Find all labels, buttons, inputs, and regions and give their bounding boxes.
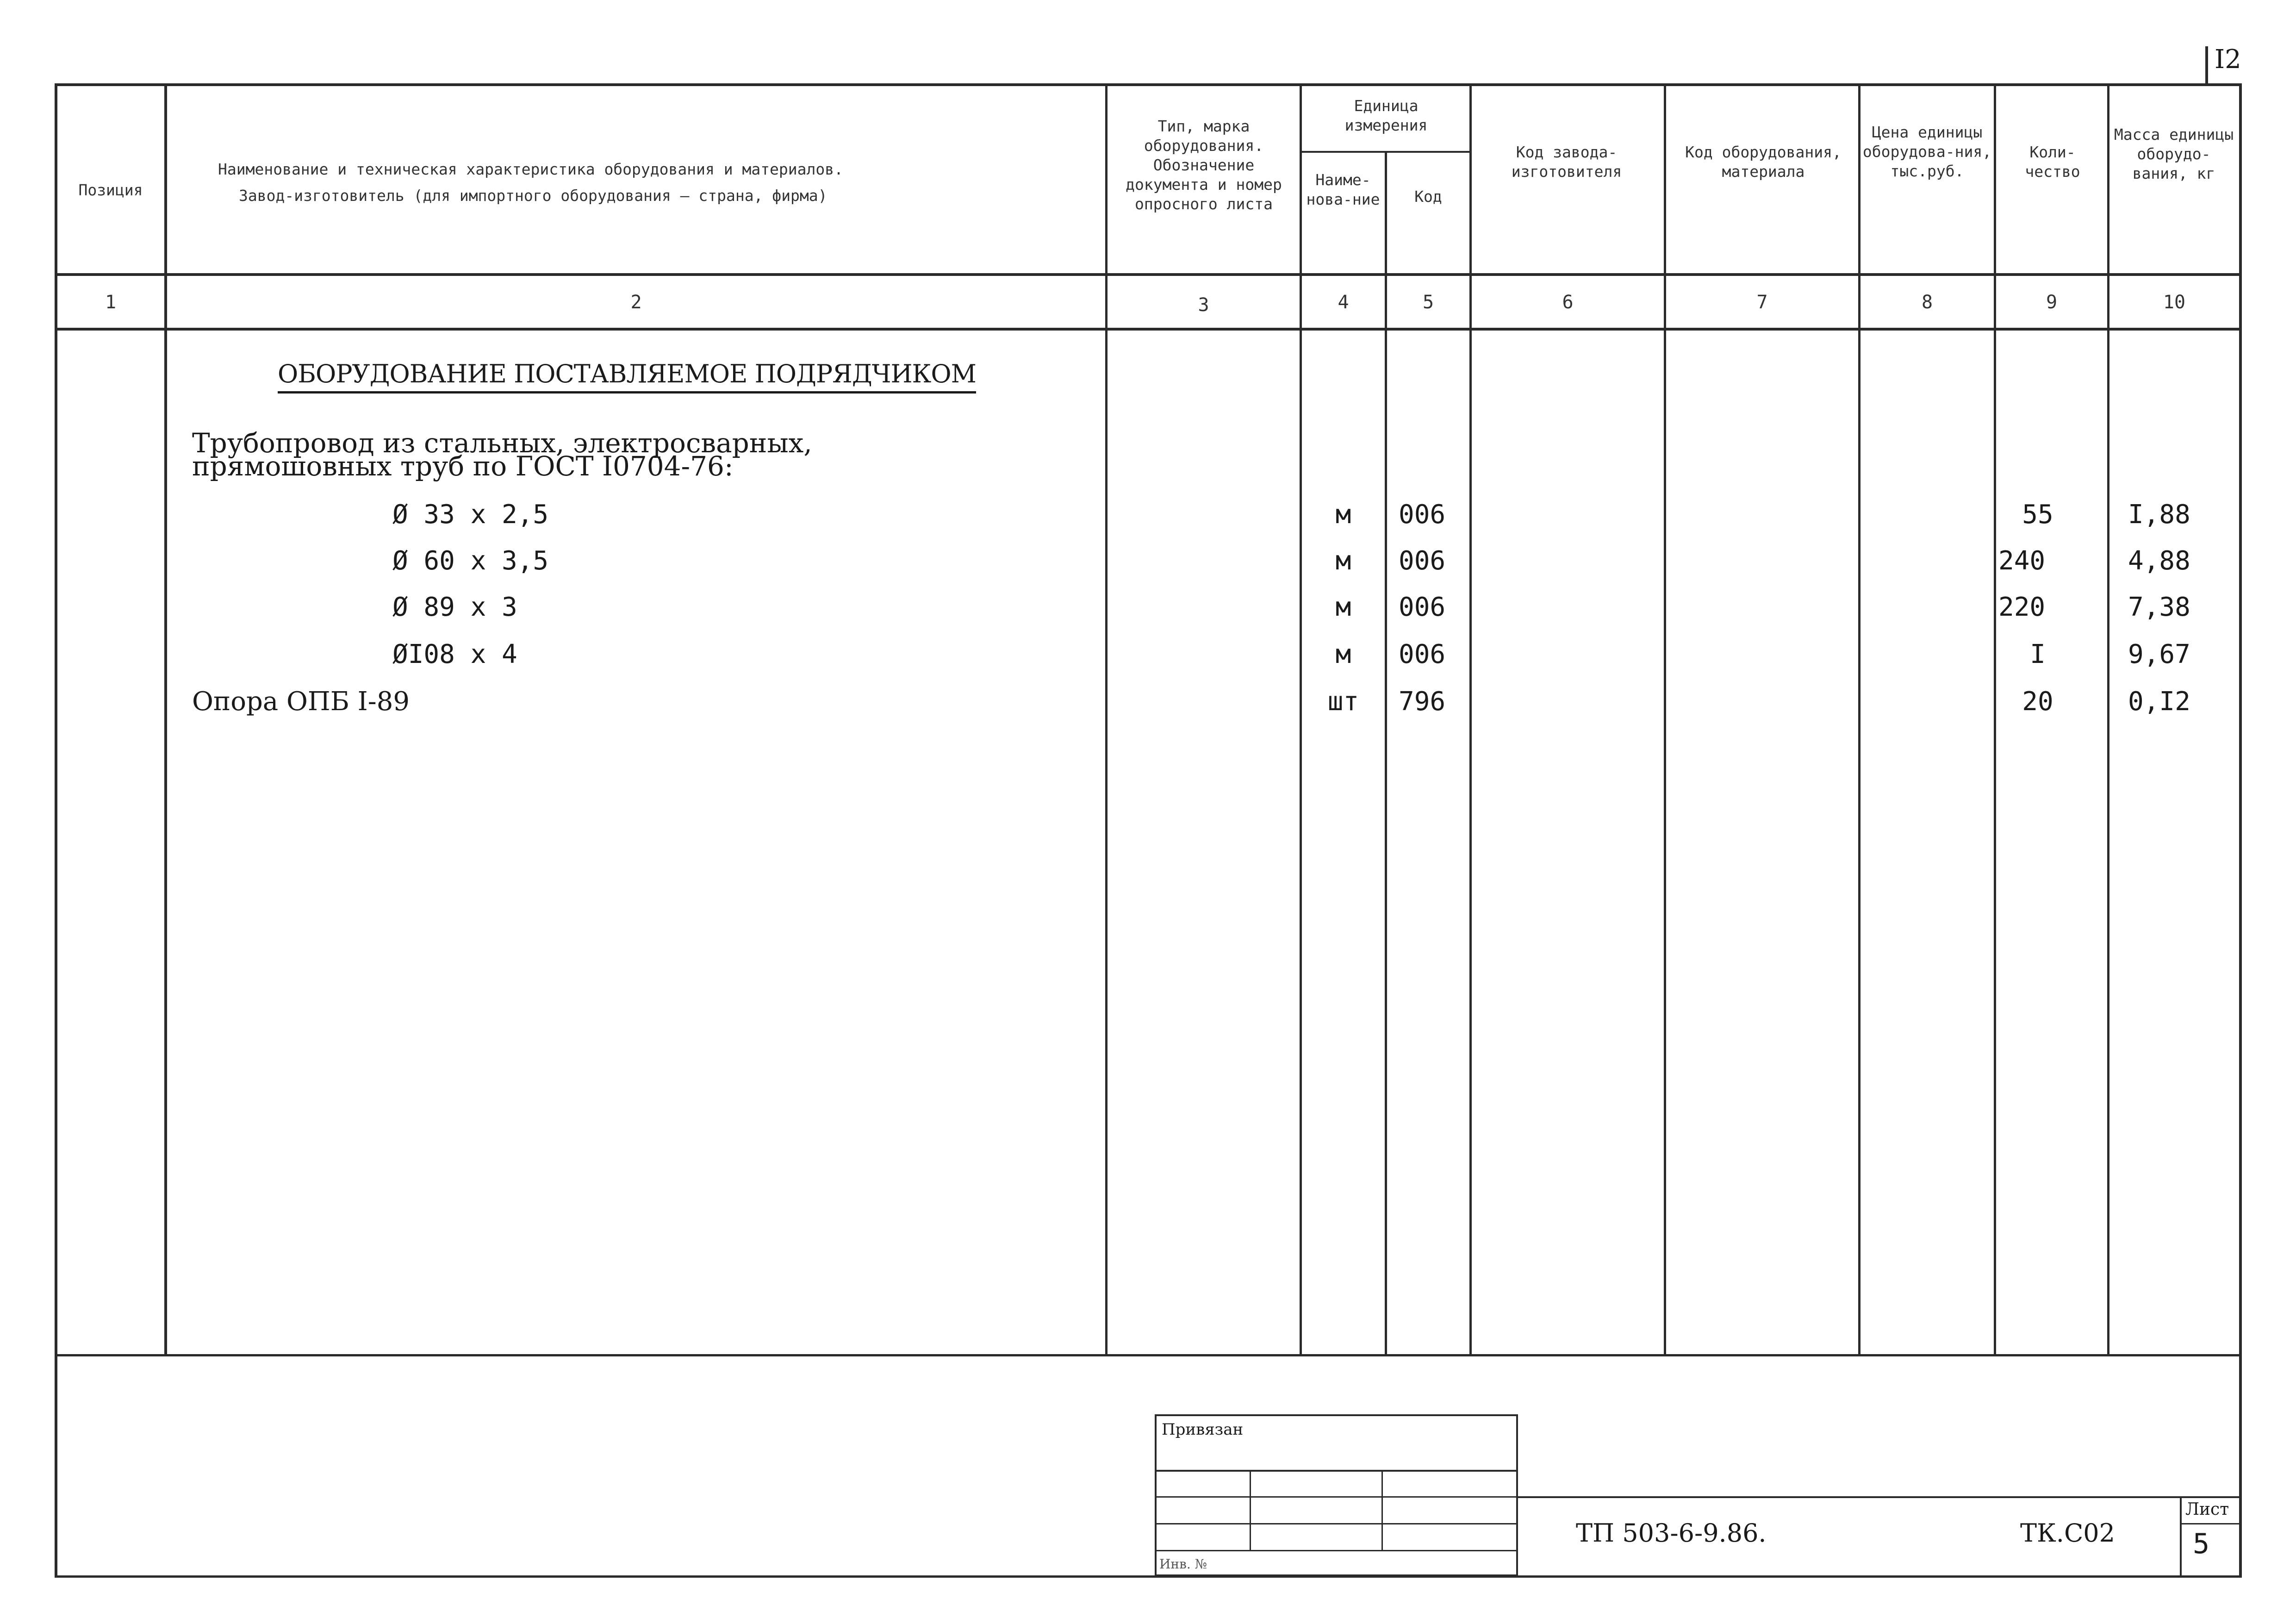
- header-unit-code: Код: [1414, 187, 1442, 206]
- sheet-number-divider: [2180, 1523, 2241, 1524]
- item-unit: м: [1335, 592, 1351, 622]
- stamp-line: [1155, 1496, 1518, 1498]
- col-sep-6-7: [1664, 83, 1666, 1356]
- header-unit-name: Наиме-нова-ние: [1306, 171, 1380, 208]
- body-bottom-border: [55, 1354, 2241, 1356]
- stamp-vline: [1381, 1470, 1383, 1551]
- col-number-5: 5: [1422, 292, 1434, 313]
- page-number: I2: [2215, 44, 2241, 75]
- header-mass: Масса единицы оборудо-вания, кг: [2114, 125, 2234, 182]
- sheet-label: Лист: [2185, 1500, 2229, 1519]
- column-numbers-bottom-border: [55, 328, 2241, 331]
- item-unit-code: 006: [1399, 639, 1446, 669]
- col-number-3: 3: [1198, 294, 1209, 316]
- col-number-7: 7: [1756, 292, 1768, 313]
- item-quantity: 220: [1998, 592, 2046, 622]
- col-sep-3-4: [1300, 83, 1302, 1356]
- header-price: Цена единицы оборудова-ния, тыс.руб.: [1862, 123, 1992, 180]
- col-sep-8-9: [1994, 83, 1996, 1356]
- item-unit: шт: [1327, 687, 1359, 717]
- header-factory-code: Код завода-изготовителя: [1511, 143, 1622, 181]
- item-mass: I,88: [2128, 500, 2190, 530]
- sheet-bottom-border: [55, 1575, 2241, 1578]
- item-name: Ø 89 х 3: [392, 592, 517, 622]
- item-quantity: I: [2030, 639, 2046, 669]
- section-title: ОБОРУДОВАНИЕ ПОСТАВЛЯЕМОЕ ПОДРЯДЧИКОМ: [278, 359, 976, 394]
- header-type: Тип, марка оборудования. Обозначение документа и номер опросного листа: [1126, 117, 1282, 213]
- stamp-vline: [1250, 1470, 1251, 1551]
- item-name: Ø 60 х 3,5: [392, 546, 549, 576]
- document-code: ТП 503-6-9.86.: [1576, 1518, 1767, 1548]
- privyazan-label: Привязан: [1162, 1420, 1244, 1439]
- item-unit-code: 006: [1399, 546, 1446, 576]
- item-mass: 9,67: [2128, 639, 2190, 669]
- col-number-6: 6: [1562, 292, 1574, 313]
- page-number-marker: [2205, 46, 2208, 83]
- sheet-number: 5: [2193, 1528, 2210, 1560]
- sheet-code: ТК.С02: [2020, 1518, 2116, 1548]
- item-unit-code: 006: [1399, 592, 1446, 622]
- header-position: Позиция: [78, 181, 143, 199]
- item-unit: м: [1335, 500, 1351, 530]
- stamp-line: [1155, 1470, 1518, 1472]
- header-bottom-border: [55, 273, 2241, 276]
- unit-group-divider: [1300, 151, 1471, 153]
- item-name: Ø 33 х 2,5: [392, 500, 549, 530]
- stamp-top-line: [1518, 1496, 2241, 1498]
- col-number-4: 4: [1338, 292, 1349, 313]
- col-sep-2-3: [1105, 83, 1108, 1356]
- header-equipment-code: Код оборудования, материала: [1685, 143, 1842, 181]
- col-sep-4-5: [1385, 153, 1387, 1356]
- header-quantity: Коли-чество: [2025, 143, 2080, 181]
- item-unit-code: 006: [1399, 500, 1446, 530]
- col-number-10: 10: [2163, 292, 2186, 313]
- col-sep-9-10: [2107, 83, 2109, 1356]
- col-number-8: 8: [1921, 292, 1933, 313]
- col-sep-7-8: [1858, 83, 1860, 1356]
- item-unit: м: [1335, 546, 1351, 576]
- col-sep-1-2: [164, 83, 167, 1356]
- right-border: [2239, 83, 2242, 1578]
- item-mass: 0,I2: [2128, 687, 2190, 717]
- inventory-label: Инв. №: [1159, 1556, 1207, 1572]
- item-mass: 4,88: [2128, 546, 2190, 576]
- item-unit: м: [1335, 639, 1351, 669]
- header-unit-group: Единица измерения: [1344, 97, 1428, 134]
- item-quantity: 55: [2022, 500, 2053, 530]
- col-number-9: 9: [2046, 292, 2058, 313]
- pipeline-description-line2: прямошовных труб по ГОСТ I0704-76:: [192, 450, 734, 482]
- table-top-border: [55, 83, 2241, 86]
- item-unit-code: 796: [1399, 687, 1446, 717]
- stamp-line: [1155, 1523, 1518, 1524]
- item-quantity: 240: [1998, 546, 2046, 576]
- col-number-2: 2: [630, 292, 642, 313]
- header-name-line2: Завод-изготовитель (для импортного оборудования – страна, фирма): [239, 187, 828, 205]
- item-name: ØI08 х 4: [392, 639, 517, 669]
- col-number-1: 1: [105, 292, 117, 313]
- stamp-line: [1155, 1550, 1518, 1551]
- pipeline-description-line1: Трубопровод из стальных, электросварных,: [192, 427, 812, 459]
- item-mass: 7,38: [2128, 592, 2190, 622]
- item-quantity: 20: [2022, 687, 2053, 717]
- col-sep-5-6: [1469, 83, 1472, 1356]
- header-name-line1: Наименование и техническая характеристика оборудования и материалов.: [218, 160, 844, 178]
- item-name: Опора ОПБ I-89: [192, 687, 410, 717]
